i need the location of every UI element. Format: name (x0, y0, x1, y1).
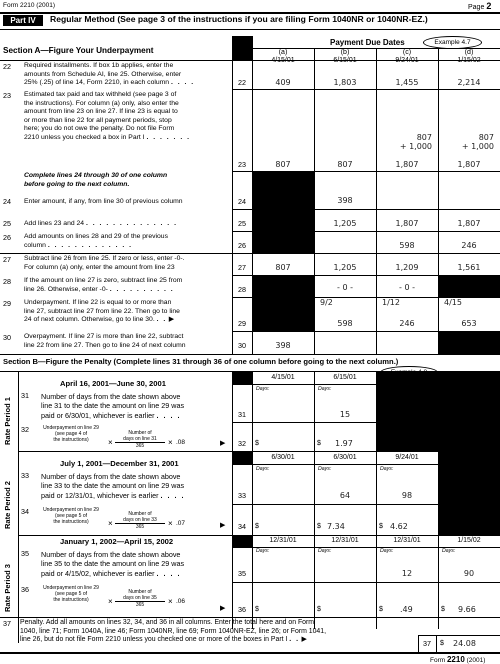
line-36-dollar-b: $ (317, 606, 321, 613)
line-27-col-b: 1,205 (333, 263, 357, 272)
line-29-col-d-date: 4/15 (444, 298, 462, 307)
line-37-box: 37 (423, 639, 431, 648)
line-35-days-c-label: Days: (380, 548, 394, 554)
rp3-date-b: 12/31/01 (331, 537, 359, 544)
col-b-header (314, 49, 376, 65)
line-34-times-2: × (168, 519, 173, 528)
line-27-box: 27 (238, 263, 246, 272)
line-25-col-d: 1,807 (457, 219, 481, 228)
line-36-rate: .06 (176, 598, 186, 605)
line-22-col-b: 1,803 (333, 78, 357, 87)
line-30-text: Overpayment. If line 27 is more than line 22, subtract line 22 from line 27. Then go to line 24 of next column (24, 333, 186, 349)
line-29-col-b-date: 9/2 (320, 298, 333, 307)
line-33-days-c-label: Days: (380, 466, 394, 472)
line-32-dollar-b: $ (317, 440, 321, 447)
line-22-number: 22 (3, 62, 11, 71)
col-a-header (252, 49, 314, 65)
rp1-range: April 16, 2001—June 30, 2001 (60, 379, 166, 388)
line-36-box: 36 (238, 605, 246, 614)
line-27-col-a: 807 (275, 263, 291, 272)
line-33-col-c: 98 (401, 491, 413, 500)
line-29-col-d: 653 (461, 319, 477, 328)
line-25-col-b: 1,205 (333, 219, 357, 228)
line-23-text (24, 91, 229, 143)
line-31-days-b-label: Days: (318, 386, 332, 392)
rp1-date-b: 6/15/01 (333, 374, 357, 381)
form-year-header: Form 2210 (2001) (3, 2, 56, 9)
line-22-text (24, 62, 229, 88)
line-23-col-d: 1,807 (457, 160, 481, 169)
line-33-days-a-label: Days: (256, 466, 270, 472)
line-22-col-d: 2,214 (457, 78, 481, 87)
rp2-date-c: 9/24/01 (395, 454, 419, 461)
line-35-col-d: 90 (463, 569, 475, 578)
line-24-box: 24 (238, 197, 246, 206)
rp2-range: July 1, 2001—December 31, 2001 (60, 459, 179, 468)
page-label (468, 1, 491, 12)
rate-period-2-label: Rate Period 2 (3, 481, 12, 529)
line-35-days-d-label: Days: (442, 548, 456, 554)
rp2-black-corner (232, 451, 252, 464)
complete-lines-note: Complete lines 24 through 30 of one column before going to the next column. (24, 172, 168, 188)
rp3-black-corner (232, 535, 252, 547)
line-32-box: 32 (238, 439, 246, 448)
line-28-col-c: - 0 - (399, 283, 415, 292)
line-25-col-c: 1,807 (395, 219, 419, 228)
line-33-col-b: 64 (339, 491, 351, 500)
line-31-text: Number of days from the date shown above line 31 to the date the amount on line 29 was paid or 6/30/01, whichever is earlier . . . . (41, 392, 185, 420)
line-34-times-1: × (108, 519, 113, 528)
line-36-dollar-c: $ (379, 606, 383, 613)
line-35-box: 35 (238, 569, 246, 578)
line-31-number: 31 (21, 391, 29, 400)
line-34-arrow: ▶ (220, 522, 226, 529)
line-32-rate: .08 (176, 439, 186, 446)
line-31-col-b: 15 (339, 410, 351, 419)
line-23-box: 23 (238, 160, 246, 169)
col-c-date: 9/24/01 (395, 57, 419, 65)
section-b-title: Section B—Figure the Penalty (Complete lines 31 through 36 of one column before going to the next column.) (3, 357, 399, 366)
line-23-text-2: the instructions). For column (a) only, also enter the (24, 99, 179, 107)
line-33-days-b-label: Days: (318, 466, 332, 472)
line-30-number: 30 (3, 333, 11, 342)
rp3-date-d: 1/15/02 (457, 537, 481, 544)
line-23-text-5: here; you do not owe the penalty. Do not file Form (24, 125, 175, 133)
rp1-black-corner (232, 371, 252, 384)
line-33-text: Number of days from the date shown above line 33 to the date the amount on line 29 was paid or 12/31/01, whichever is earlier . . . . (41, 472, 185, 500)
line-23-text-6: 2210 unless you checked a box in Part I . . . . . . . (24, 133, 191, 141)
line-30-box: 30 (238, 341, 246, 350)
line-27-number: 27 (3, 255, 11, 264)
rp2-date-b: 6/30/01 (333, 454, 357, 461)
col-d-date: 1/15/02 (457, 57, 481, 65)
line-32-col-b: 1.97 (335, 439, 353, 448)
line-34-col-c: 4.62 (390, 522, 408, 531)
line-22-col-a: 409 (275, 78, 291, 87)
rp1-black-right (376, 371, 500, 451)
page-word: Page (468, 4, 485, 11)
line-33-box: 33 (238, 491, 246, 500)
line-30-col-d-black (438, 331, 500, 354)
line-37-total: 24.08 (453, 639, 476, 648)
line-29-col-a-black (252, 297, 314, 331)
line-26-text: Add amounts on lines 28 and 29 of the previous column . . . . . . . . . . . . . (24, 233, 168, 249)
line-36-times-1: × (108, 597, 113, 606)
line-36-small: Underpayment on line 29 (see page 5 of the instructions) (43, 585, 99, 603)
rp1-date-a: 4/15/01 (271, 374, 295, 381)
line-27-text: Subtract line 26 from line 25. If zero or less, enter -0-. For column (a) only, enter the amount from line 23 (24, 255, 185, 271)
line-27-col-d: 1,561 (457, 263, 481, 272)
line-34-fraction: Number of days on line 33 365 (115, 511, 165, 530)
rp3-date-a: 12/31/01 (269, 537, 297, 544)
col-a-letter: (a) (278, 49, 288, 56)
col-b-letter: (b) (340, 49, 350, 56)
line-24-col-a-black (252, 171, 314, 209)
line-23-text-4: or more than line 22 for all payment periods, stop (24, 116, 172, 124)
line-25-box: 25 (238, 219, 246, 228)
line-23-col-c: 1,807 (395, 160, 419, 169)
line-32-fraction: Number of days on line 31 365 (115, 430, 165, 449)
line-32-small: Underpayment on line 29 (see page 4 of the instructions) (43, 425, 99, 443)
section-a-title: Section A—Figure Your Underpayment (3, 46, 154, 55)
line-34-col-b: 7.34 (327, 522, 345, 531)
line-23-col-b: 807 (337, 160, 353, 169)
rp2-date-a: 6/30/01 (271, 454, 295, 461)
line-34-small: Underpayment on line 29 (see page 5 of the instructions) (43, 507, 99, 525)
line-22-col-c: 1,455 (395, 78, 419, 87)
line-24-text: Enter amount, if any, from line 30 of previous column (24, 198, 183, 205)
line-34-dollar-a: $ (255, 523, 259, 530)
line-29-col-c-date: 1/12 (382, 298, 400, 307)
line-29-box: 29 (238, 319, 246, 328)
line-33-number: 33 (21, 471, 29, 480)
line-36-dollar-a: $ (255, 606, 259, 613)
line-34-number: 34 (21, 507, 29, 516)
line-31-days-a-label: Days: (256, 386, 270, 392)
example-oval-47: Example 4.7 (423, 36, 482, 49)
rp2-black-right (438, 451, 500, 535)
line-23-col-a: 807 (275, 160, 291, 169)
col-d-letter: (d) (464, 49, 474, 56)
line-23-col-d-add: 807 + 1,000 (461, 133, 494, 152)
line-22-text-1: Required installments. If box 1b applies, enter the (24, 62, 174, 69)
line-24-number: 24 (3, 197, 11, 206)
line-22-box: 22 (238, 78, 246, 87)
line-32-times-2: × (168, 438, 173, 447)
footer-form-id: Form 2210 (2001) (430, 655, 486, 664)
line-32-number: 32 (21, 425, 29, 434)
line-29-text: Underpayment. If line 22 is equal to or more than line 27, subtract line 27 from line 22. Then go to line 24 of next column. Otherwise, go to line 30. . . ▶ (24, 299, 180, 324)
line-34-dollar-c: $ (379, 523, 383, 530)
line-31-box: 31 (238, 410, 246, 419)
line-28-number: 28 (3, 277, 11, 286)
line-36-number: 36 (21, 585, 29, 594)
rp3-date-c: 12/31/01 (393, 537, 421, 544)
line-36-col-d: 9.66 (458, 605, 476, 614)
line-28-col-b: - 0 - (337, 283, 353, 292)
line-30-col-a: 398 (275, 341, 291, 350)
rate-period-3-label: Rate Period 3 (3, 564, 12, 612)
rate-period-1-label: Rate Period 1 (3, 397, 12, 445)
line-35-text: Number of days from the date shown above line 35 to the date the amount on line 29 was paid or 4/15/02, whichever is earlier . . . . (41, 550, 185, 578)
line-28-col-d-black (438, 275, 500, 297)
line-36-arrow: ▶ (220, 605, 226, 612)
line-24-col-b-val: 398 (337, 196, 353, 205)
line-32-times-1: × (108, 438, 113, 447)
line-26-col-c: 598 (399, 241, 415, 250)
line-23-col-c-add: 807 + 1,000 (399, 133, 432, 152)
line-35-number: 35 (21, 549, 29, 558)
line-32-arrow: ▶ (220, 440, 226, 447)
line-22-text-2: amounts from Schedule AI, line 25. Otherwise, enter (24, 70, 182, 78)
part-title: Regular Method (See page 3 of the instructions if you are filing Form 1040NR or 1040NR-EZ.) (50, 14, 428, 24)
line-27-col-c: 1,209 (395, 263, 419, 272)
line-36-dollar-d: $ (441, 606, 445, 613)
col-b-date: 6/15/01 (333, 57, 357, 65)
header-black-box (232, 36, 252, 60)
line-36-times-2: × (168, 597, 173, 606)
line-36-col-c: .49 (400, 605, 413, 614)
line-29-number: 29 (3, 299, 11, 308)
line-26-box: 26 (238, 241, 246, 250)
col-c-letter: (c) (402, 49, 412, 56)
col-a-date: 4/15/01 (271, 57, 295, 65)
line-28-col-a-black (252, 275, 314, 297)
col-c-header (376, 49, 438, 65)
line-25-text: Add lines 23 and 24 . . . . . . . . . . . . . . (24, 220, 178, 227)
line-36-fraction: Number of days on line 35 365 (115, 589, 165, 608)
col-d-header (438, 49, 500, 65)
part-tag: Part IV (3, 15, 43, 26)
line-37-dollar: $ (440, 640, 444, 647)
line-26-number: 26 (3, 233, 11, 242)
line-35-days-a-label: Days: (256, 548, 270, 554)
line-23-number: 23 (3, 91, 11, 100)
line-37-number: 37 (3, 619, 11, 628)
line-29-col-b: 598 (337, 319, 353, 328)
line-28-text: If the amount on line 27 is zero, subtract line 25 from line 26. Otherwise, enter -0- . . . . . . . . . . (24, 277, 183, 293)
line-37-text: Penalty. Add all amounts on lines 32, 34, and 36 in all columns. Enter the total here and on Form 1040, line 71; Form 1040A, line 46; Form 1040NR, line 69; Form 1040NR-EZ, line 26; or Form 1041, line 26, but do not file Form 2210 unless you checked one or more of the boxes in Part I . . ▶ (20, 619, 327, 644)
payment-due-dates: Payment Due Dates (330, 38, 405, 47)
rp3-range: January 1, 2002—April 15, 2002 (60, 537, 174, 546)
line-34-dollar-b: $ (317, 523, 321, 530)
line-22-text-3: 25% (.25) of line 14, Form 2210, in each column . . . . (24, 79, 195, 87)
line-23-text-3: amount from line 23 on line 27. If line 23 is equal to (24, 108, 178, 116)
line-35-col-c: 12 (401, 569, 413, 578)
line-26-col-d: 246 (461, 241, 477, 250)
line-29-col-c: 246 (399, 319, 415, 328)
line-28-box: 28 (238, 285, 246, 294)
line-34-rate: .07 (176, 520, 186, 527)
line-25-number: 25 (3, 219, 11, 228)
line-35-days-b-label: Days: (318, 548, 332, 554)
line-32-dollar-a: $ (255, 440, 259, 447)
page-number: 2 (486, 1, 492, 11)
line-34-box: 34 (238, 522, 246, 531)
line-23-text-1: Estimated tax paid and tax withheld (see page 3 of (24, 91, 177, 98)
